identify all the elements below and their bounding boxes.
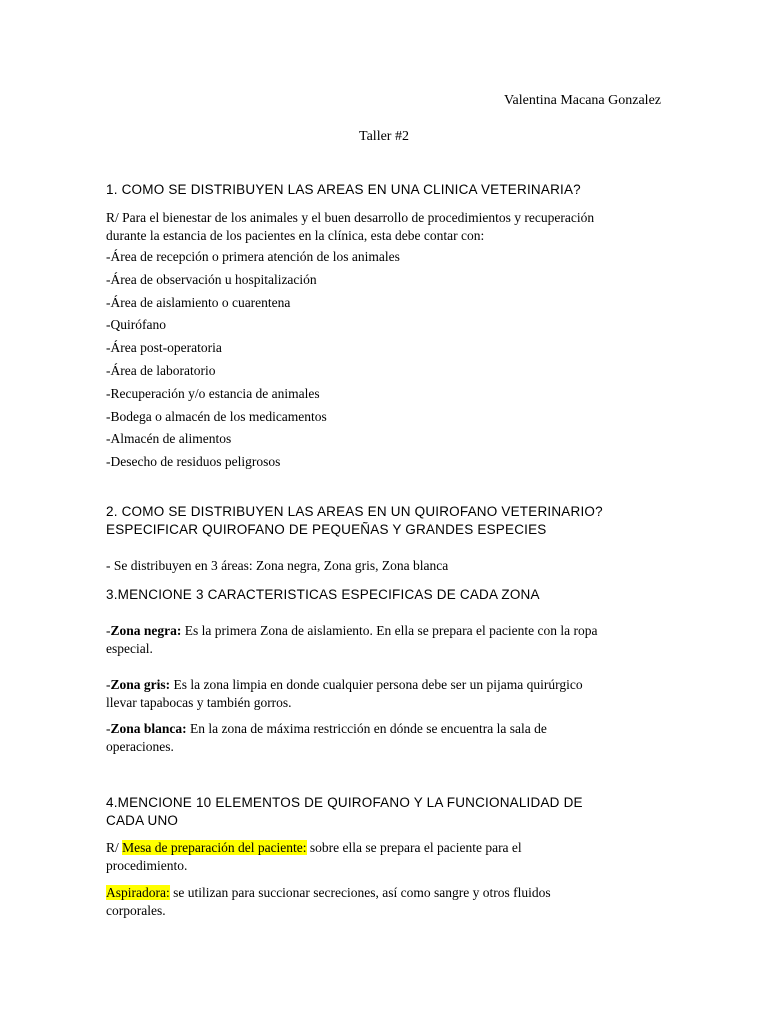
question-2	[106, 503, 666, 539]
answer-1-intro-line-1: R/ Para el bienestar de los animales y el buen desarrollo de procedimientos y recuperación	[106, 210, 595, 225]
zone-blanca: -Zona blanca: En la zona de máxima restricción en dónde se encuentra la sala de operaciones.	[106, 721, 547, 754]
list-item: -Desecho de residuos peligrosos	[106, 454, 281, 470]
document-title: Taller #2	[359, 129, 409, 144]
question-2-line-2: ESPECIFICAR QUIROFANO DE PEQUEÑAS Y GRANDES ESPECIES	[106, 522, 547, 537]
list-item: -Área post-operatoria	[106, 340, 222, 356]
list-item: -Área de observación u hospitalización	[106, 271, 317, 287]
question-4-line-1: 4.MENCIONE 10 ELEMENTOS DE QUIROFANO Y LA FUNCIONALIDAD DE	[106, 795, 583, 810]
zone-label: Zona gris:	[110, 677, 171, 692]
list-item: -Área de laboratorio	[106, 362, 216, 378]
element-mesa: R/ Mesa de preparación del paciente: sobre ella se prepara el paciente para el procedimiento.	[106, 840, 522, 873]
list-item: -Área de aislamiento o cuarentena	[106, 294, 291, 310]
answer-1-list	[106, 246, 666, 474]
answer-1-intro-line-2: durante la estancia de los pacientes en la clínica, esta debe contar con:	[106, 228, 485, 243]
list-item: -Almacén de alimentos	[106, 431, 232, 447]
zone-negra: -Zona negra: Es la primera Zona de aislamiento. En ella se prepara el paciente con la ropa especial.	[106, 623, 598, 656]
zone-label: Zona negra:	[110, 623, 182, 638]
list-item: -Quirófano	[106, 317, 166, 333]
answer-1-intro	[106, 209, 666, 245]
answer-2: - Se distribuyen en 3 áreas: Zona negra, Zona gris, Zona blanca	[106, 558, 449, 573]
zone-label: Zona blanca:	[110, 721, 187, 736]
list-item: -Bodega o almacén de los medicamentos	[106, 408, 327, 424]
question-1: 1. COMO SE DISTRIBUYEN LAS AREAS EN UNA CLINICA VETERINARIA?	[106, 182, 581, 197]
highlighted-term: Mesa de preparación del paciente:	[122, 840, 307, 855]
question-4	[106, 794, 666, 830]
zone-gris: -Zona gris: Es la zona limpia en donde cualquier persona debe ser un pijama quirúrgico llevar tapabocas y también gorros.	[106, 677, 583, 710]
question-2-line-1: 2. COMO SE DISTRIBUYEN LAS AREAS EN UN QUIROFANO VETERINARIO?	[106, 504, 603, 519]
list-item: -Área de recepción o primera atención de los animales	[106, 249, 400, 264]
list-item: -Recuperación y/o estancia de animales	[106, 385, 320, 401]
question-3: 3.MENCIONE 3 CARACTERISTICAS ESPECIFICAS DE CADA ZONA	[106, 587, 540, 602]
highlighted-term: Aspiradora:	[106, 885, 170, 900]
author-name: Valentina Macana Gonzalez	[503, 93, 661, 108]
question-4-line-2: CADA UNO	[106, 813, 179, 828]
element-aspiradora: Aspiradora: se utilizan para succionar secreciones, así como sangre y otros fluidos corporales.	[106, 885, 551, 918]
